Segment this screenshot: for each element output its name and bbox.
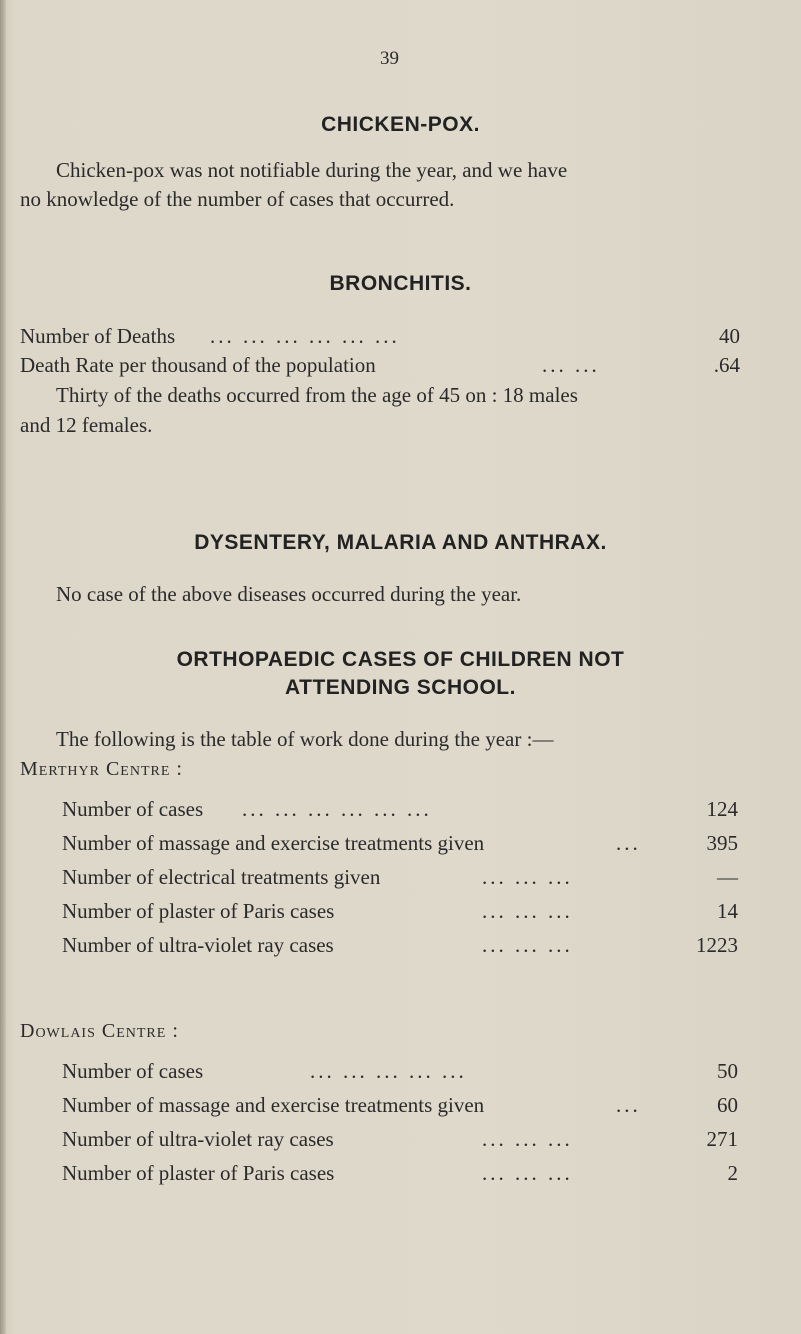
orthopaedic-intro: The following is the table of work done during the year :— [56,727,554,751]
chickenpox-heading: CHICKEN-POX. [321,113,480,136]
chickenpox-text-line2: no knowledge of the number of cases that occurred. [20,187,455,211]
row-value: 395 [706,831,738,855]
row-label: Number of massage and exercise treatments given [62,831,485,855]
leader-dots: ... ... ... [482,1127,573,1151]
row-label: Number of ultra-violet ray cases [62,1127,334,1151]
table-row [62,1157,738,1189]
row-label: Number of cases [62,1059,204,1083]
bronchitis-note-line1: Thirty of the deaths occurred from the age of 45 on : 18 males [56,383,578,407]
bronchitis-rate-value: .64 [713,353,740,377]
row-value: 271 [706,1127,738,1151]
row-label: Number of massage and exercise treatments given [62,1093,485,1117]
orthopaedic-heading-line2: ATTENDING SCHOOL. [285,676,516,699]
bronchitis-deaths-value: 40 [719,324,740,348]
leader-dots: ... [616,831,641,855]
bronchitis-rate-label: Death Rate per thousand of the population [20,353,376,377]
leader-dots: ... [616,1093,641,1117]
bronchitis-deaths-label: Number of Deaths [20,324,176,348]
table-row [62,827,738,859]
bronchitis-rate-row [20,350,740,380]
table-row [62,929,738,961]
row-value: 124 [706,797,738,821]
dowlais-centre-title: Dowlais Centre : [20,1020,179,1042]
leader-dots: ... ... ... ... ... ... [210,324,400,348]
row-value: 14 [717,899,738,923]
row-value: 60 [717,1093,738,1117]
row-value: 1223 [696,933,738,957]
table-row [62,793,738,825]
bronchitis-deaths-row [20,321,740,351]
chickenpox-text-line1: Chicken-pox was not notifiable during the year, and we have [56,158,568,182]
leader-dots: ... ... [542,353,600,377]
table-row [62,1055,738,1087]
bronchitis-heading: BRONCHITIS. [329,272,472,295]
dysentery-text: No case of the above diseases occurred during the year. [56,582,522,606]
row-label: Number of ultra-violet ray cases [62,933,334,957]
row-label: Number of plaster of Paris cases [62,1161,335,1185]
row-value: 50 [717,1059,738,1083]
table-row [62,1089,738,1121]
row-label: Number of plaster of Paris cases [62,899,335,923]
row-label: Number of electrical treatments given [62,865,381,889]
merthyr-centre-title: Merthyr Centre : [20,758,183,780]
leader-dots: ... ... ... [482,933,573,957]
table-row [62,895,738,927]
orthopaedic-heading-line1: ORTHOPAEDIC CASES OF CHILDREN NOT [176,648,625,671]
leader-dots: ... ... ... [482,1161,573,1185]
leader-dots: ... ... ... ... ... [310,1059,467,1083]
table-row [62,1123,738,1155]
table-row [62,861,738,893]
row-label: Number of cases [62,797,204,821]
bronchitis-note-line2: and 12 females. [20,413,153,437]
leader-dots: ... ... ... [482,899,573,923]
leader-dots: ... ... ... ... ... ... [242,797,432,821]
page-number: 39 [380,48,399,69]
dysentery-heading: DYSENTERY, MALARIA AND ANTHRAX. [194,531,607,554]
leader-dots: ... ... ... [482,865,573,889]
row-value: — [717,865,738,889]
row-value: 2 [727,1161,738,1185]
